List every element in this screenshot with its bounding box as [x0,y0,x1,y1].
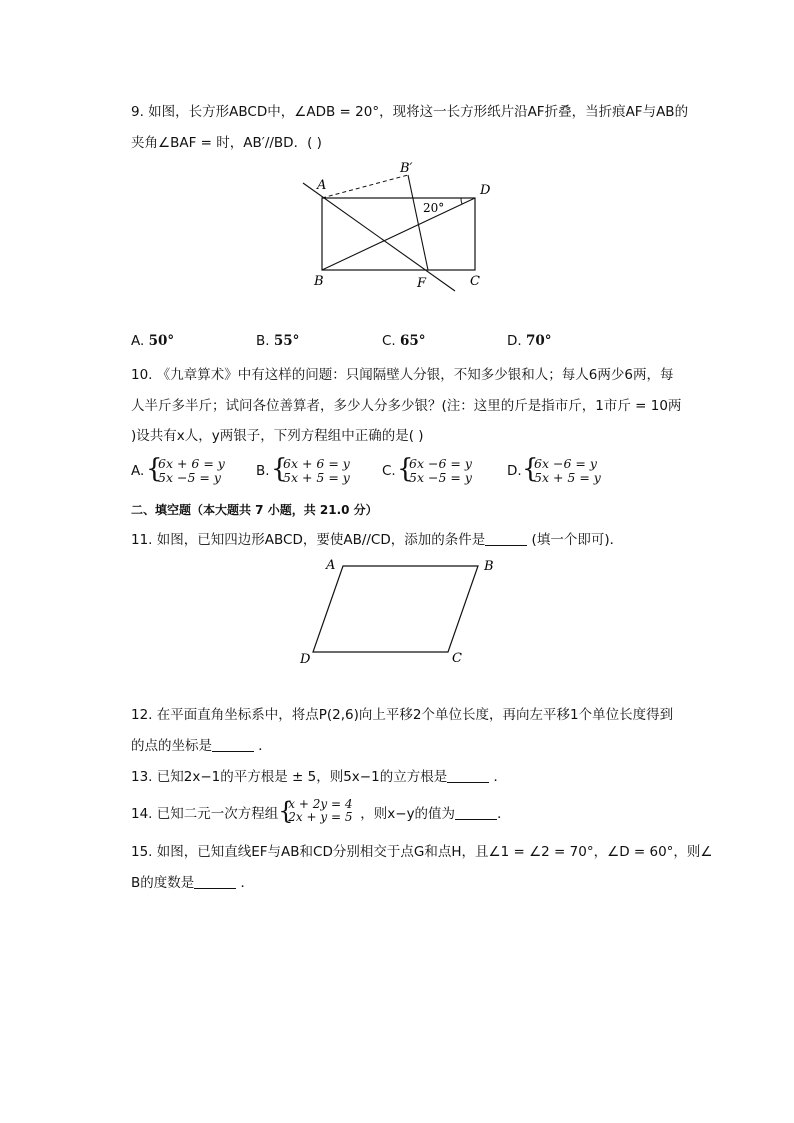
answer-blank[interactable] [447,770,489,783]
equation-system: 6x −6 = y 5x + 5 = y [534,456,601,485]
label-a: A [317,178,327,193]
q14-text-mid: ，则x−y的值为 [360,806,456,822]
q9-option-b[interactable] [256,333,299,349]
label-b: B [484,559,494,574]
label-b-prime: B′ [400,161,413,176]
option-letter: D. [507,333,522,349]
q11-text-end: (填一个即可)． [527,532,624,548]
brace: { [397,454,414,484]
q14-text: 14. 已知二元一次方程组 [131,806,279,822]
label-d: D [300,652,311,667]
q15-line1: 15. 如图，已知直线EF与AB和CD分别相交于点G和点H，且∠1 = ∠2 = 70°，∠D = 60°，则∠ [131,844,713,860]
q14-line [131,797,511,825]
parallelogram-abcd [313,566,478,652]
q11-figure [295,555,505,670]
label-c: C [452,651,462,666]
q10-line1: 10. 《九章算术》中有这样的问题：只闻隔壁人分银，不知多少银和人；每人6两少6两，每 [131,367,674,383]
option-letter: A. [131,333,145,349]
q13-text-end: ． [489,769,507,785]
equation-system: 6x + 6 = y 5x −5 = y [158,456,225,485]
q13-text: 13. 已知2x−1的平方根是 ± 5，则5x−1的立方根是 [131,769,448,785]
answer-blank[interactable] [455,807,497,820]
answer-blank[interactable] [194,876,236,889]
dashed-ab-prime [322,175,408,198]
q9-option-a[interactable] [131,333,174,349]
q12-text: 的点的坐标是 [131,738,212,754]
q9-option-c[interactable] [382,333,426,349]
option-value: 50° [148,333,175,349]
label-a: A [326,558,336,573]
brace: { [271,454,288,484]
segment-b-prime-f [408,175,428,270]
q9-option-d[interactable] [507,333,552,349]
option-value: 70° [525,333,552,349]
section-heading: 二、填空题（本大题共 7 小题，共 21.0 分） [131,503,378,517]
option-letter: B. [256,463,270,479]
angle-arc [461,198,462,204]
label-angle: 20° [423,201,445,215]
option-letter: C. [382,463,396,479]
fold-line-af [303,183,455,291]
q15-line2 [131,874,254,892]
q14-text-end: ． [497,806,511,822]
q11-text: 11. 如图，已知四边形ABCD，要使AB//CD，添加的条件是 [131,532,486,548]
label-b: B [314,274,324,289]
option-letter: D. [507,463,522,479]
option-value: 55° [273,333,300,349]
q15-text: B的度数是 [131,875,195,891]
q12-text-end: ． [254,738,272,754]
label-d: D [480,183,491,198]
q13-line [131,768,507,786]
label-c: C [470,274,480,289]
option-letter: C. [382,333,396,349]
brace: { [522,454,539,484]
q10-line2: 人半斤多半斤；试问各位善算者，多少人分多少银？(注：这里的斤是指市斤，1市斤 = 10两 [131,398,682,414]
q9-line1: 9. 如图，长方形ABCD中，∠ADB = 20°，现将这一长方形纸片沿AF折叠，当折痕AF与AB的 [131,104,689,120]
option-value: 65° [400,333,426,349]
equation-system: 6x −6 = y 5x −5 = y [409,456,472,485]
q14-system: { x + 2y = 4 2x + y = 5 [278,797,353,825]
option-letter: A. [131,463,145,479]
brace: { [146,454,163,484]
answer-blank[interactable] [485,533,527,546]
q12-line2 [131,737,272,755]
q11-line [131,531,623,549]
q15-text-end: ． [236,875,255,891]
q12-line1: 12. 在平面直角坐标系中，将点P(2,6)向上平移2个单位长度，再向左平移1个单位长度得到 [131,707,674,723]
option-letter: B. [256,333,270,349]
label-f: F [417,276,427,291]
answer-blank[interactable] [212,739,254,752]
diagonal-bd [322,198,475,270]
q9-figure [290,155,491,295]
q10-line3: )设共有x人，y两银子，下列方程组中正确的是( ) [131,428,424,444]
q9-line2: 夹角∠BAF = 时，AB′//BD．( ) [131,135,322,151]
equation-system: 6x + 6 = y 5x + 5 = y [283,456,350,485]
